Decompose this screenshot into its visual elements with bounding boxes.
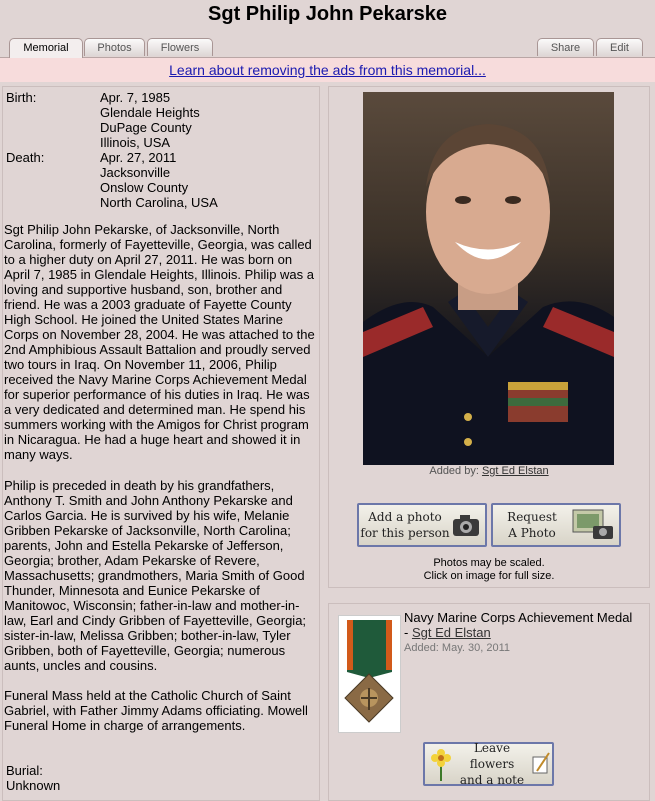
death-date: Apr. 27, 2011 (100, 150, 177, 165)
medal-added-date: Added: May. 30, 2011 (404, 642, 510, 654)
photo-added-by-label: Added by: (429, 465, 479, 477)
add-photo-button[interactable] (357, 503, 487, 547)
death-county: Onslow County (100, 180, 189, 195)
death-state: North Carolina, USA (100, 195, 218, 210)
tab-bar (0, 38, 655, 58)
medal-contributor (404, 625, 644, 640)
ad-removal-banner (0, 58, 655, 82)
burial-value: Unknown (6, 778, 61, 793)
birth-date: Apr. 7, 1985 (100, 90, 171, 105)
leave-flowers-line2: and a note (459, 773, 525, 787)
request-photo-line2: A Photo (508, 526, 556, 540)
photo-scale-note-line2: Click on image for full size. (423, 570, 555, 582)
medal-title: Navy Marine Corps Achievement Medal (404, 610, 633, 625)
photo-scale-note-line1: Photos may be scaled. (433, 557, 545, 569)
photo-contributor-link[interactable]: Sgt Ed Elstan (481, 465, 549, 477)
burial-label: Burial: (6, 763, 43, 778)
flower-icon (429, 747, 453, 781)
leave-flowers-line1: Leave flowers (469, 741, 515, 771)
marine-portrait-image (363, 92, 614, 465)
remove-ads-link[interactable]: Learn about removing the ads from this memorial... (169, 62, 486, 78)
bio-paragraph-3: Funeral Mass held at the Catholic Church of Saint Gabriel, with Father Jimmy Adams officiating. Mowell Funeral Home in charge of arrangements. (4, 688, 308, 733)
edit-button[interactable]: Edit (596, 38, 643, 56)
birth-state: Illinois, USA (100, 135, 171, 150)
birth-city: Glendale Heights (100, 105, 200, 120)
add-photo-line1: Add a photo (368, 510, 442, 524)
death-label: Death: (6, 150, 45, 165)
photo-camera-icon (571, 508, 615, 542)
page-title: Sgt Philip John Pekarske (208, 3, 447, 25)
share-button[interactable]: Share (537, 38, 594, 56)
tab-photos[interactable]: Photos (84, 38, 145, 56)
leave-flowers-button[interactable] (423, 742, 554, 786)
request-photo-button[interactable] (491, 503, 621, 547)
bio-paragraph-1: Sgt Philip John Pekarske, of Jacksonville, North Carolina, formerly of Fayetteville, Georgia, was called to a higher duty on April 27, 2011. He was born on April 7, 1985 in Glendale Heights, Illinois. Philip was a loving and supportive husband, son, brother and friend. He was a 2003 graduate of Fayette County High School. He joined the United States Marine Corps on November 28, 2004. He was attached to the 2nd Amphibious Assault Battalion and proudly served two tours in Iraq. On November 11, 2006, Philip received the Navy Marine Corps Achievement Medal for superior performance of his duties in Iraq. He was a very dedicated and determined man. He spend his summers working with the Amigos for Christ program in Nicaragua. He had a huge heart and showed it in many ways. (4, 222, 315, 462)
request-photo-line1: Request (507, 510, 557, 524)
photo-added-by (328, 465, 650, 477)
tab-flowers[interactable]: Flowers (147, 38, 213, 56)
photo-scale-note (328, 557, 650, 583)
medal-contributor-link[interactable]: Sgt Ed Elstan (411, 625, 491, 640)
birth-label: Birth: (6, 90, 37, 105)
medal-icon (339, 616, 400, 732)
camera-icon (451, 512, 483, 538)
bio-paragraph-2: Philip is preceded in death by his grandfathers, Anthony T. Smith and John Anthony Pekarske and Carlos Garcia. He is survived by his wife, Melanie Gribben Pekarske of Jacksonville, North Carolina; parents, John and Estella Pekarske of Jefferson, Georgia; brother, Adam Pekarske of Revere, Massachusetts; grandmothers, Maria Smith of Good Thunder, Minnesota and Eunice Pekarske of Manitowoc, Wisconsin; father-in-law and mother-in-law, Earl and Cindy Gribben of Fayetteville, Georgia; sister-in-law, Melissa Gribben; bother-in-law, Tyler Gribben, both of Fayetteville, Georgia; numerous aunts, uncles and cousins. (4, 478, 307, 673)
memorial-photo[interactable] (363, 92, 614, 465)
medal-image[interactable] (338, 615, 401, 733)
medal-caption (404, 610, 644, 656)
tab-memorial[interactable]: Memorial (9, 38, 83, 58)
death-city: Jacksonville (100, 165, 171, 180)
birth-county: DuPage County (100, 120, 192, 135)
birth-info (100, 90, 200, 150)
add-photo-line2: for this person (360, 526, 450, 540)
note-pencil-icon (531, 749, 551, 779)
medal-separator: - (404, 625, 412, 640)
death-info (100, 150, 218, 210)
